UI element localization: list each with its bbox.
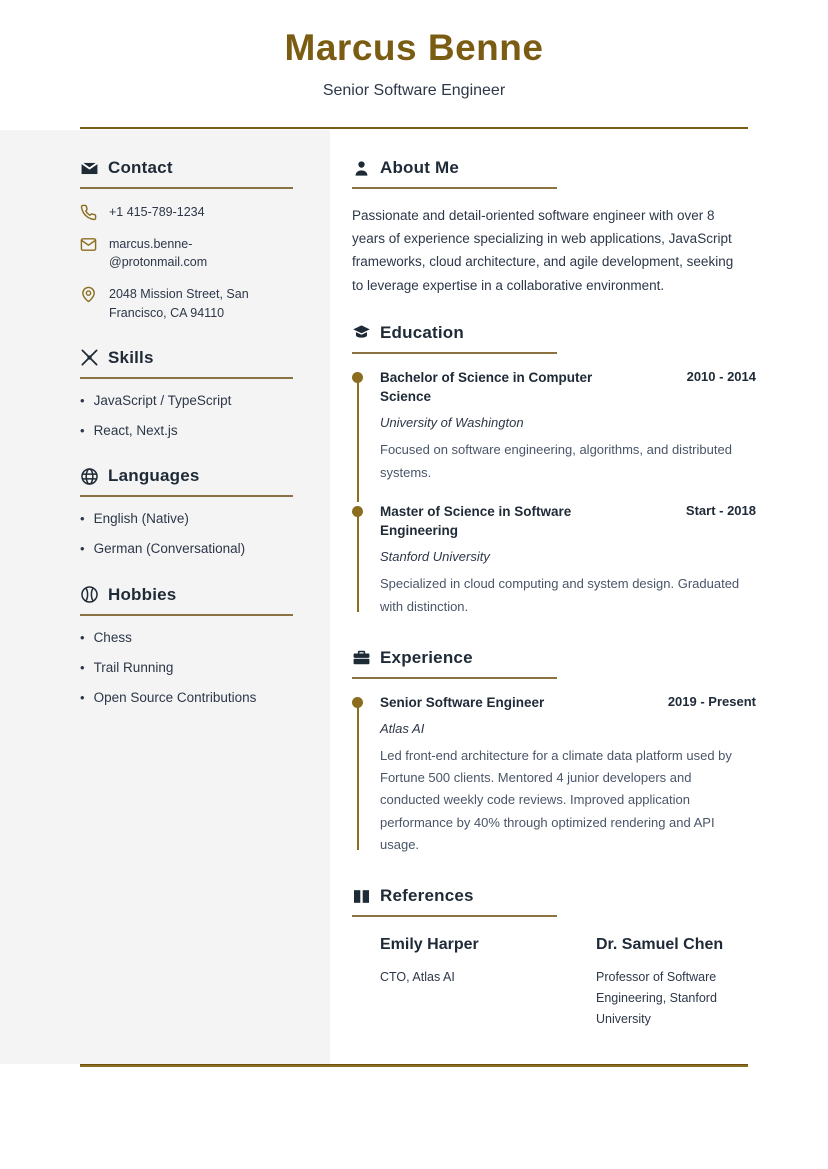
book-icon <box>352 887 371 906</box>
about-heading-label: About Me <box>380 158 460 177</box>
languages-underline <box>80 495 293 497</box>
experience-description: Led front-end architecture for a climate data platform used by Fortune 500 clients. Mentored 4 junior developers and conducted weekly code reviews. Improved application performance by 40% through optimized rendering and API usage. <box>380 747 732 853</box>
contact-list <box>80 203 292 322</box>
education-entry <box>352 502 756 622</box>
skills-list <box>80 392 292 440</box>
skill-label: JavaScript / TypeScript <box>93 392 232 408</box>
section-about <box>352 158 756 297</box>
references-underline <box>352 915 557 917</box>
hobby-label: Open Source Contributions <box>93 689 257 705</box>
hobbies-heading <box>80 585 292 605</box>
experience-heading <box>352 648 756 668</box>
education-degree: Master of Science in Software Engineering <box>380 503 572 539</box>
bullet-icon: • <box>80 511 85 527</box>
education-description: Focused on software engineering, algorithms, and distributed systems. <box>380 442 732 480</box>
skills-underline <box>80 377 293 379</box>
section-skills <box>80 348 292 440</box>
timeline-line <box>357 374 359 502</box>
languages-list <box>80 510 292 558</box>
candidate-name: Marcus Benne <box>284 27 544 68</box>
reference-name: Dr. Samuel Chen <box>596 936 724 954</box>
languages-heading-label: Languages <box>108 466 200 486</box>
resume-body <box>0 130 828 1064</box>
education-dates: Start - 2018 <box>685 502 756 518</box>
education-description: Specialized in cloud computing and system design. Graduated with distinction. <box>380 576 740 614</box>
envelope-icon <box>80 159 99 178</box>
education-heading <box>352 323 756 343</box>
timeline-line <box>357 508 359 612</box>
bullet-icon: • <box>80 392 85 408</box>
education-timeline <box>352 368 756 622</box>
baseball-icon <box>80 585 99 604</box>
experience-timeline <box>352 693 756 861</box>
education-entry-header <box>380 368 756 407</box>
timeline-line <box>357 699 359 851</box>
about-heading <box>352 158 756 178</box>
resume-header <box>0 0 828 102</box>
languages-heading <box>80 466 292 486</box>
skills-heading <box>80 348 292 368</box>
section-languages <box>80 466 292 558</box>
contact-heading <box>80 158 292 178</box>
experience-entry <box>352 693 756 861</box>
hobbies-heading-label: Hobbies <box>108 584 177 604</box>
references-list <box>352 935 756 1029</box>
main-column <box>330 130 828 1064</box>
timeline-dot-icon <box>352 506 363 517</box>
education-entry <box>352 368 756 502</box>
graduation-cap-icon <box>352 323 371 342</box>
about-underline <box>352 187 557 189</box>
about-text: Passionate and detail-oriented software engineer with over 8 years of experience specializing in web applications, JavaScript frameworks, cloud architecture, and agile development, seeking to leverage expertise in a collaborative environment. <box>352 208 734 293</box>
hobbies-list <box>80 629 292 708</box>
skills-heading-label: Skills <box>108 347 154 367</box>
bullet-icon: • <box>80 689 85 705</box>
bullet-icon: • <box>80 659 85 675</box>
education-institution: University of Washington <box>380 415 524 430</box>
hobbies-underline <box>80 614 293 616</box>
bullet-icon: • <box>80 541 85 557</box>
experience-underline <box>352 677 557 679</box>
list-item <box>80 540 292 558</box>
education-institution: Stanford University <box>380 549 490 565</box>
references-heading-label: References <box>380 886 474 906</box>
globe-icon <box>80 467 99 486</box>
education-heading-label: Education <box>380 322 464 342</box>
experience-role: Senior Software Engineer <box>380 694 545 710</box>
contact-heading-label: Contact <box>108 158 173 177</box>
reference-name: Emily Harper <box>380 936 479 954</box>
timeline-dot-icon <box>352 372 363 383</box>
language-label: English (Native) <box>93 511 189 527</box>
tools-icon <box>80 348 99 367</box>
skill-label: React, Next.js <box>93 422 178 438</box>
list-item <box>80 689 292 707</box>
contact-underline <box>80 187 293 189</box>
experience-dates: 2019 - Present <box>667 693 756 709</box>
candidate-title: Senior Software Engineer <box>322 82 506 100</box>
mail-icon <box>80 236 97 253</box>
list-item <box>80 629 292 647</box>
list-item <box>80 422 292 440</box>
contact-item-phone[interactable] <box>80 203 292 221</box>
section-hobbies <box>80 585 292 708</box>
reference-role: Professor of Software Engineering, Stanford University <box>596 970 717 1026</box>
section-contact <box>80 158 292 322</box>
footer-divider <box>80 1064 748 1067</box>
contact-email-value: marcus.benne-@protonmail.com <box>109 237 208 270</box>
references-heading <box>352 886 756 906</box>
experience-entry-header <box>380 693 756 713</box>
list-item <box>80 659 292 677</box>
education-entry-header <box>380 502 756 541</box>
education-underline <box>352 352 557 354</box>
contact-address-value: 2048 Mission Street, San Francisco, CA 94110 <box>109 287 249 320</box>
reference-entry <box>596 935 756 1029</box>
section-education <box>352 323 756 622</box>
hobby-label: Chess <box>93 629 132 645</box>
bullet-icon: • <box>80 422 85 438</box>
contact-item-email[interactable] <box>80 235 292 271</box>
education-degree: Bachelor of Science in Computer Science <box>380 369 593 405</box>
list-item <box>80 392 292 410</box>
section-experience <box>352 648 756 861</box>
person-icon <box>352 159 371 178</box>
briefcase-icon <box>352 648 371 667</box>
map-pin-icon <box>80 286 97 303</box>
sidebar-column <box>0 130 330 1064</box>
header-divider <box>80 127 748 129</box>
contact-item-address[interactable] <box>80 285 292 321</box>
reference-role: CTO, Atlas AI <box>380 970 455 985</box>
education-dates: 2010 - 2014 <box>686 368 756 384</box>
section-references <box>352 886 756 1029</box>
experience-heading-label: Experience <box>380 647 473 667</box>
language-label: German (Conversational) <box>93 541 246 557</box>
experience-company: Atlas AI <box>380 720 425 736</box>
reference-entry <box>380 935 540 1029</box>
bullet-icon: • <box>80 629 85 645</box>
hobby-label: Trail Running <box>93 659 174 675</box>
phone-icon <box>80 204 97 221</box>
timeline-dot-icon <box>352 697 363 708</box>
list-item <box>80 510 292 528</box>
contact-phone-value: +1 415-789-1234 <box>109 205 205 219</box>
